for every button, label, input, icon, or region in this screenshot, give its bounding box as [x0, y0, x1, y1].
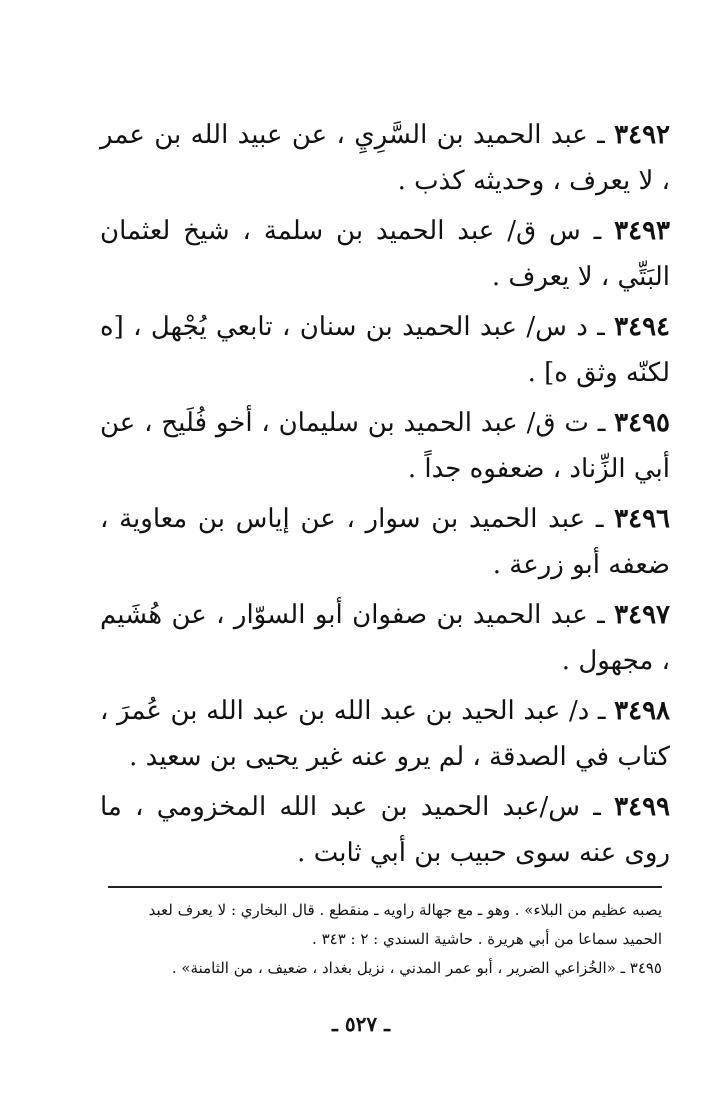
entry-text: ـ عبد الحميد بن سوار ، عن إياس بن معاوية ، ضعفه أبو زرعة .: [100, 504, 670, 580]
entry-3497: [100, 592, 670, 684]
entry-text: ـ د/ عبد الحيد بن عبد الله بن عبد الله بن عُمرَ ، كتاب في الصدقة ، لم يرو عنه غير يحيى بن سعيد .: [100, 696, 670, 772]
entry-text: ـ د س/ عبد الحميد بن سنان ، تابعي يُجْهل ، [ه لكنّه وثق ه] .: [100, 312, 670, 388]
footnote-continuation: [108, 896, 662, 925]
footnote-separator: [108, 886, 662, 888]
entry-number: ٣٤٩٩: [614, 792, 670, 822]
entry-3493: [100, 208, 670, 300]
entry-3494: [100, 304, 670, 396]
footnotes: [108, 896, 662, 983]
entry-number: ٣٤٩٥: [614, 408, 670, 438]
entry-3499: [100, 784, 670, 876]
entry-3496: [100, 496, 670, 588]
entry-text: ـ س/عبد الحميد بن عبد الله المخزومي ، ما روى عنه سوى حبيب بن أبي ثابت .: [100, 792, 670, 868]
entry-3492: [100, 112, 670, 204]
entry-number: ٣٤٩٣: [614, 216, 670, 246]
entry-3498: [100, 688, 670, 780]
entries-list: [100, 112, 670, 880]
entry-number: ٣٤٩٨: [614, 696, 670, 726]
entry-number: ٣٤٩٧: [614, 600, 670, 630]
entry-number: ٣٤٩٤: [614, 312, 670, 342]
footnote-3495: ٣٤٩٥ ـ «الخُزاعي الضرير ، أبو عمر المدني ، نزيل بغداد ، ضعيف ، من الثامنة» .: [171, 959, 662, 977]
entry-number: ٣٤٩٦: [614, 504, 670, 534]
entry-number: ٣٤٩٢: [614, 120, 670, 150]
entry-3495: [100, 400, 670, 492]
page-number: ـ ٥٢٧ ـ: [332, 1012, 390, 1036]
footnote-line-2: الحميد سماعا من أبي هريرة . حاشية السندي : ٢ : ٣٤٣ .: [312, 930, 662, 948]
entry-text: ـ ت ق/ عبد الحميد بن سليمان ، أخو فُلَيح ، عن أبي الزِّناد ، ضعفوه جداً .: [100, 408, 670, 484]
entry-text: ـ عبد الحميد بن صفوان أبو السوّار ، عن هُشَيم ، مجهول .: [100, 600, 670, 676]
entry-text: ـ عبد الحميد بن السَّرِيِ ، عن عبيد الله بن عمر ، لا يعرف ، وحديثه كذب .: [100, 120, 670, 196]
entry-text: ـ س ق/ عبد الحميد بن سلمة ، شيخ لعثمان البَتِّي ، لا يعرف .: [100, 216, 670, 292]
footnote-line-1: يصبه عظيم من البلاء» . وهو ـ مع جهالة راويه ـ منقطع . قال البخاري : لا يعرف لعبد: [148, 901, 662, 919]
